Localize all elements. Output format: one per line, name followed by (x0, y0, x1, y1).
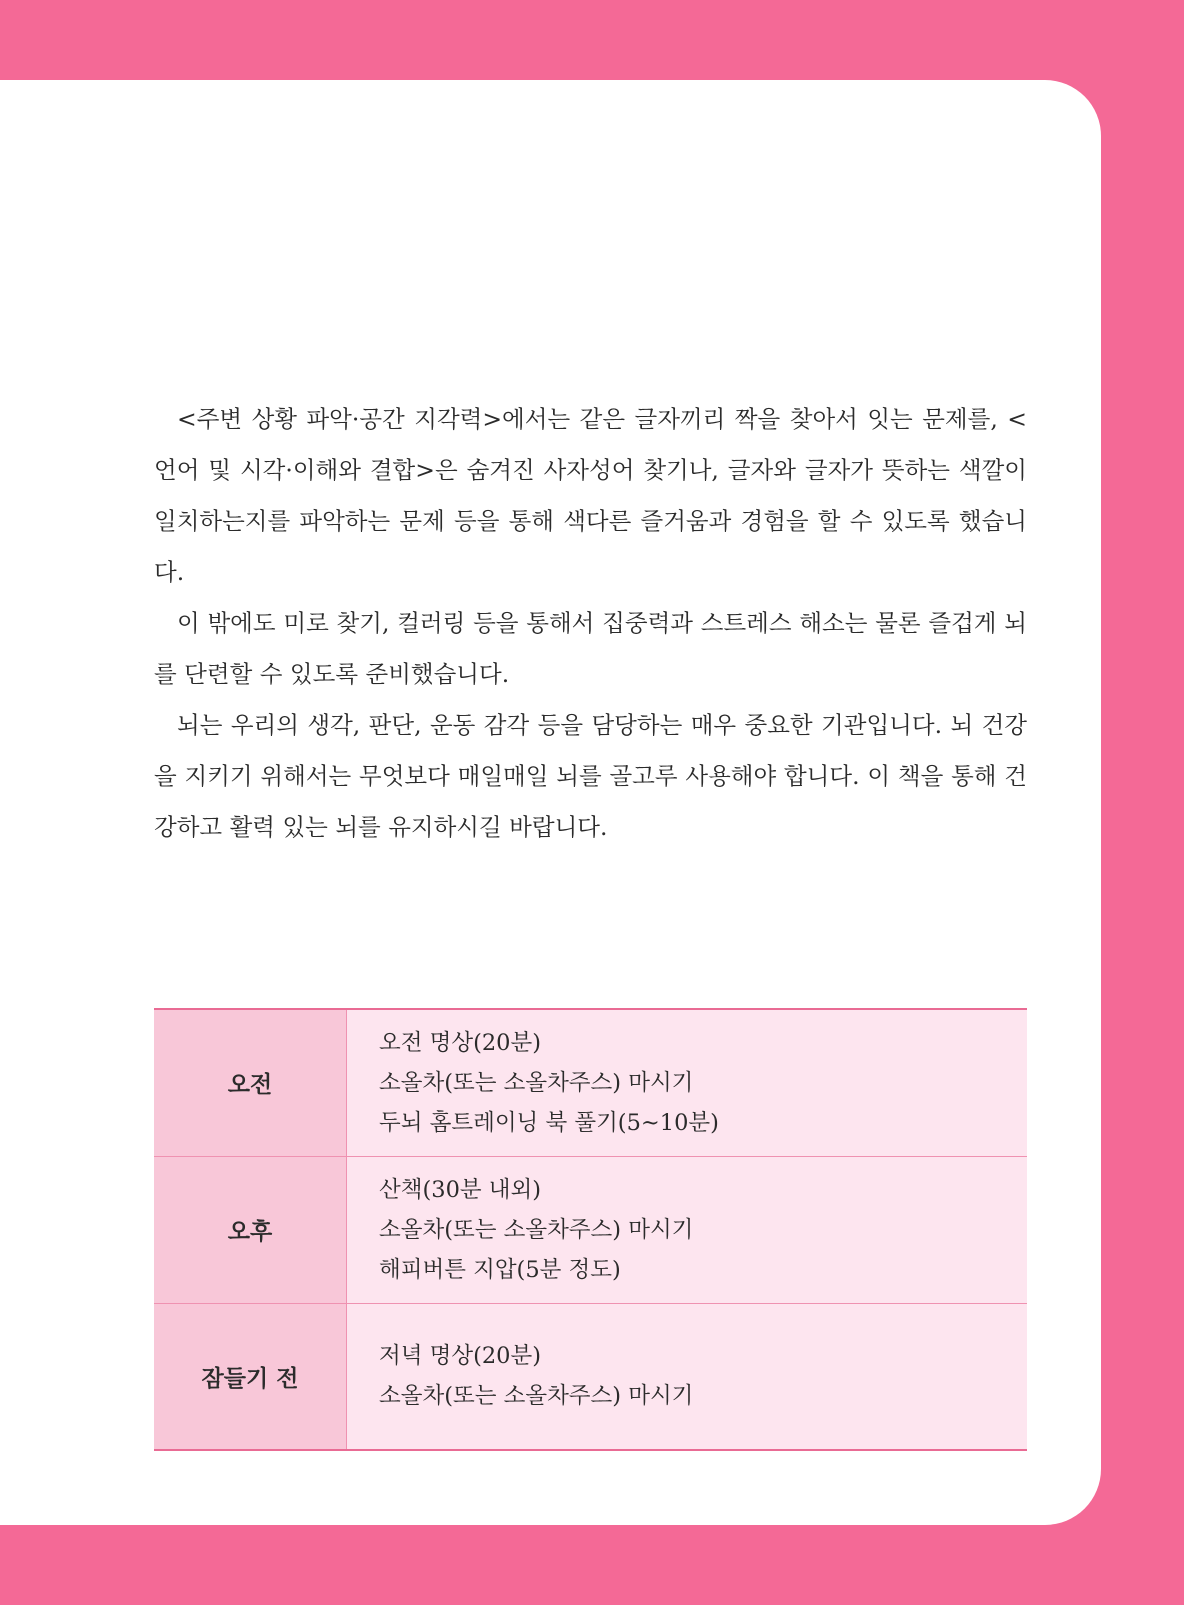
list-item: 소올차(또는 소올차주스) 마시기 (379, 1383, 694, 1410)
list-item: 소올차(또는 소올차주스) 마시기 (379, 1216, 694, 1243)
list-item: 저녁 명상(20분) (379, 1343, 542, 1370)
intro-text (154, 394, 1027, 853)
table-row (154, 1156, 1027, 1303)
paragraph-maze-coloring: 이 밖에도 미로 찾기, 컬러링 등을 통해서 집중력과 스트레스 해소는 물론 즐겁게 뇌를 단련할 수 있도록 준비했습니다. (154, 609, 1027, 688)
period-label-afternoon: 오후 (154, 1156, 347, 1303)
period-label-bedtime: 잠들기 전 (154, 1303, 347, 1450)
daily-routine-table (154, 1008, 1027, 1451)
period-label-morning: 오전 (154, 1009, 347, 1156)
list-item: 오전 명상(20분) (379, 1029, 542, 1056)
list-item: 소올차(또는 소올차주스) 마시기 (379, 1069, 694, 1096)
paragraph-puzzles: <주변 상황 파악·공간 지각력>에서는 같은 글자끼리 짝을 찾아서 잇는 문제를, <언어 및 시각·이해와 결합>은 숨겨진 사자성어 찾기나, 글자와 글자가 뜻하는 색깔이 일치하는지를 파악하는 문제 등을 통해 색다른 즐거움과 경험을 할 수 있도록 했습니다. (154, 405, 1027, 586)
routine-items-bedtime (347, 1303, 1028, 1450)
list-item: 두뇌 홈트레이닝 북 풀기(5~10분) (379, 1109, 719, 1136)
paragraph-brain-health: 뇌는 우리의 생각, 판단, 운동 감각 등을 담당하는 매우 중요한 기관입니다. 뇌 건강을 지키기 위해서는 무엇보다 매일매일 뇌를 골고루 사용해야 합니다. 이 책을 통해 건강하고 활력 있는 뇌를 유지하시길 바랍니다. (154, 711, 1027, 841)
list-item: 산책(30분 내외) (379, 1176, 542, 1203)
table-row (154, 1009, 1027, 1156)
routine-items-morning (347, 1009, 1028, 1156)
routine-items-afternoon (347, 1156, 1028, 1303)
table-row (154, 1303, 1027, 1450)
list-item: 해피버튼 지압(5분 정도) (379, 1256, 621, 1283)
